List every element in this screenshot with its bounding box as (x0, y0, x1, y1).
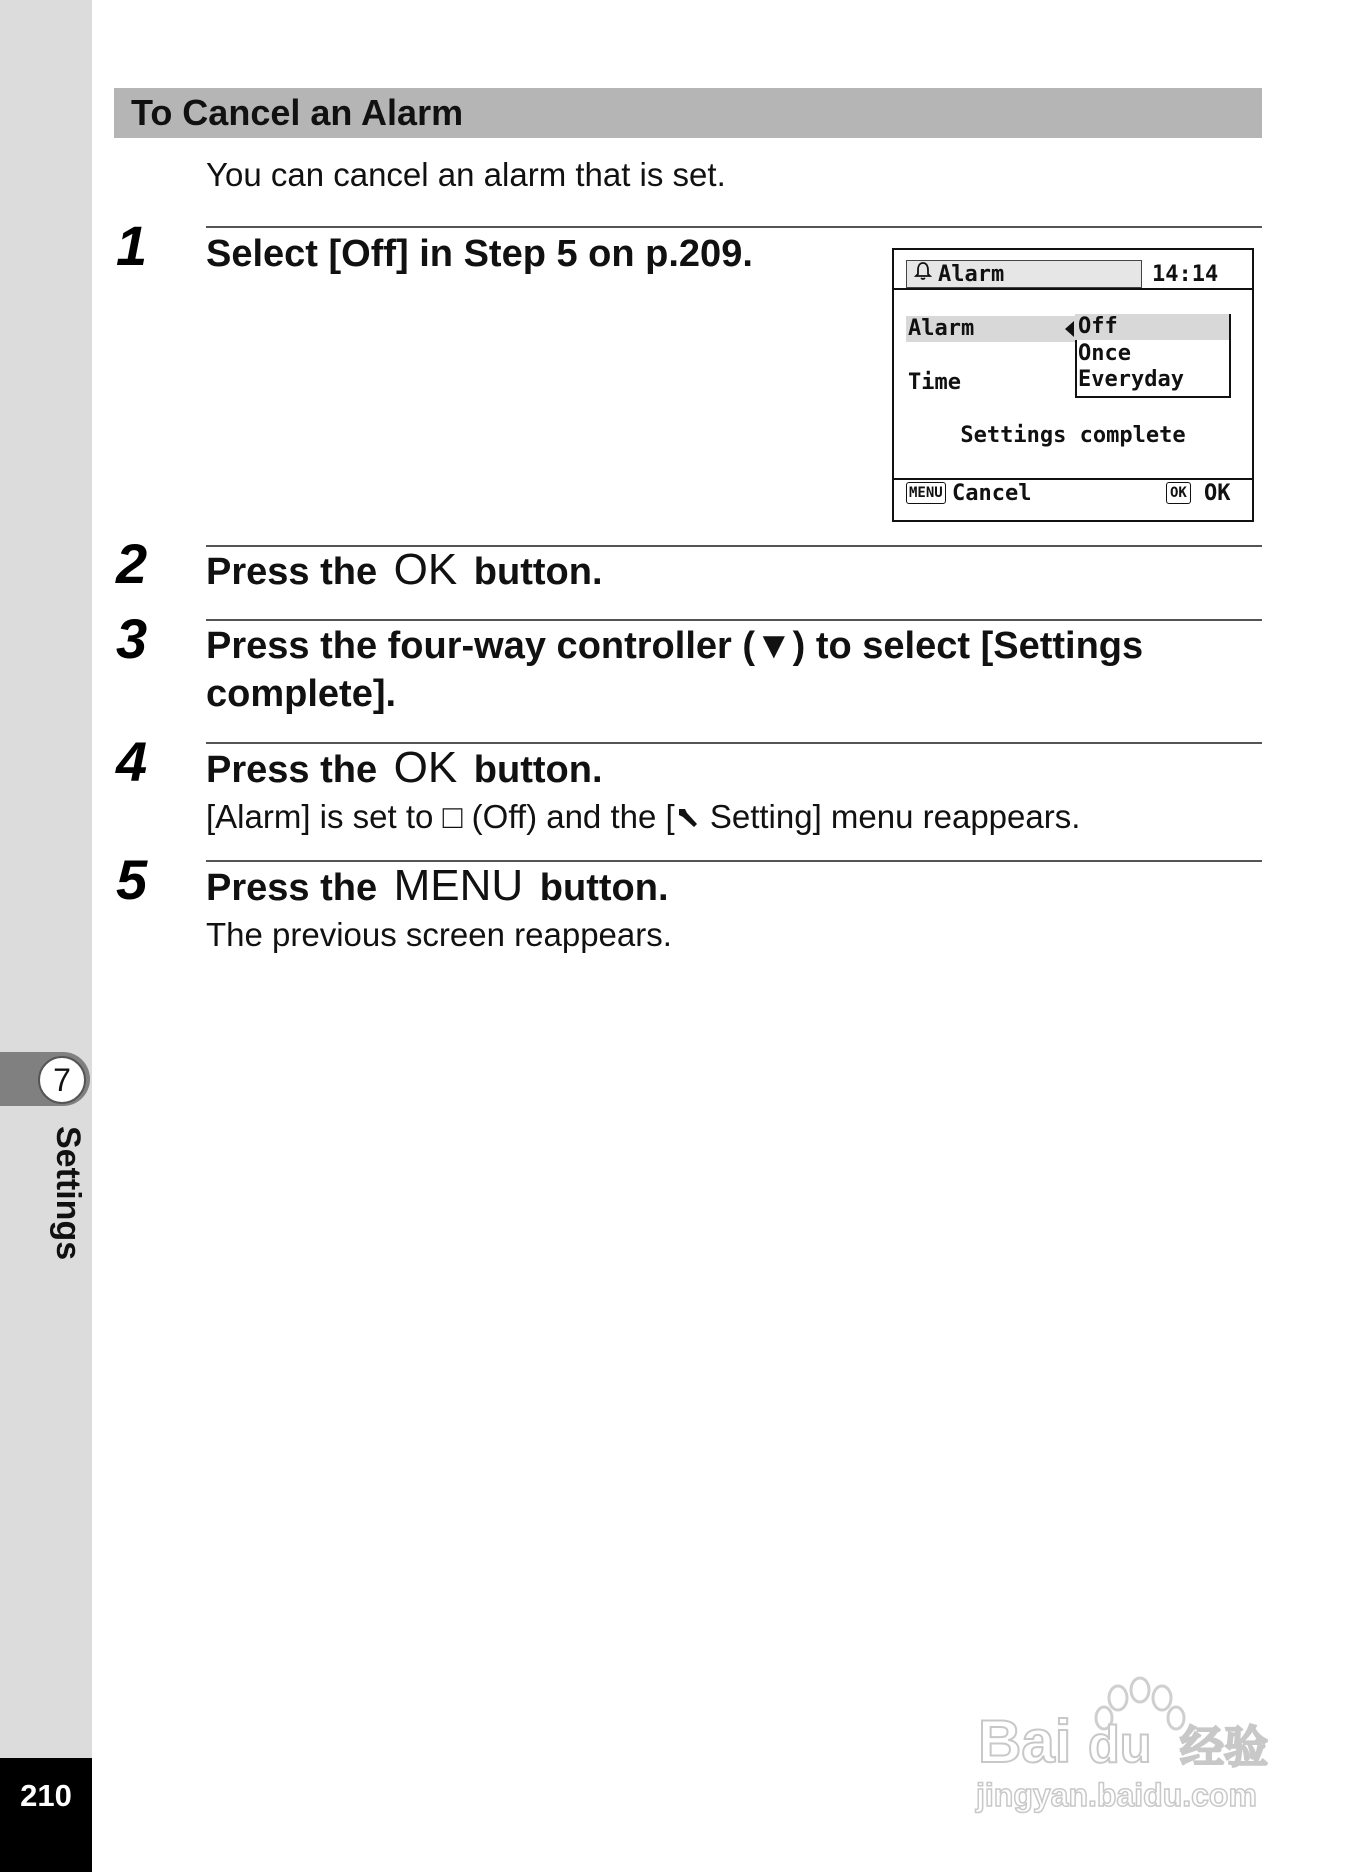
step-title-text: button. (473, 749, 603, 791)
step-title (206, 546, 1266, 596)
side-band (0, 0, 92, 1872)
step-body-text: Setting] menu reappears. (709, 798, 1081, 835)
off-square-icon: □ (442, 798, 463, 835)
step-number: 3 (116, 607, 148, 670)
left-arrow-icon (1065, 321, 1074, 337)
menu-key-glyph: MENU (393, 861, 524, 910)
page-number: 210 (0, 1758, 92, 1872)
baidu-watermark (968, 1670, 1288, 1820)
cancel-label: Cancel (952, 481, 1032, 506)
step-divider (206, 226, 1262, 228)
option-everyday[interactable]: Everyday (1078, 367, 1184, 392)
screen-clock: 14:14 (1152, 262, 1219, 287)
step-title: Press the four-way controller (▼) to select [Settings complete]. (206, 625, 1144, 715)
step-number: 5 (116, 848, 148, 911)
step-title-text: Press the (206, 551, 378, 593)
step-title-text: button. (539, 867, 669, 909)
camera-screen (892, 248, 1254, 522)
step-divider (206, 619, 1262, 621)
step-number: 4 (116, 730, 148, 793)
ok-label: OK (1204, 481, 1231, 506)
step-title-text: Press the (206, 749, 378, 791)
step-number: 1 (116, 214, 148, 277)
step-title-text: Press the (206, 867, 378, 909)
watermark-cn: 经验 (1180, 1722, 1268, 1773)
bell-icon (914, 261, 932, 287)
chapter-label: Settings (49, 1126, 87, 1261)
step-title-text: button. (473, 551, 603, 593)
step-title (206, 744, 1266, 794)
wrench-icon (675, 798, 701, 835)
watermark-brand-2: du (1088, 1716, 1152, 1774)
ok-key-icon: OK (1166, 482, 1191, 504)
settings-complete-item[interactable]: Settings complete (960, 423, 1186, 448)
step-body-text: [Alarm] is set to (206, 798, 434, 835)
alarm-row-label[interactable]: Alarm (908, 316, 975, 341)
step-number: 2 (116, 532, 148, 595)
step-body (206, 796, 1080, 838)
chapter-number: 7 (38, 1056, 86, 1104)
option-off[interactable]: Off (1078, 314, 1118, 339)
ok-key-glyph: OK (393, 545, 458, 594)
step-body: The previous screen reappears. (206, 916, 672, 953)
screen-divider (894, 288, 1252, 290)
step-title (206, 862, 1266, 912)
time-row-label[interactable]: Time (908, 370, 961, 395)
watermark-brand: Bai (978, 1708, 1072, 1775)
watermark-url: jingyan.baidu.com (976, 1777, 1257, 1813)
section-title: To Cancel an Alarm (131, 92, 464, 133)
ok-key-glyph: OK (393, 743, 458, 792)
step-title: Select [Off] in Step 5 on p.209. (206, 233, 753, 275)
section-intro: You can cancel an alarm that is set. (206, 156, 726, 193)
screen-footer-divider (894, 478, 1252, 480)
step-body-text: (Off) and the [ (471, 798, 675, 835)
option-once[interactable]: Once (1078, 341, 1131, 366)
menu-key-icon: MENU (906, 482, 946, 504)
screen-title: Alarm (938, 262, 1005, 287)
